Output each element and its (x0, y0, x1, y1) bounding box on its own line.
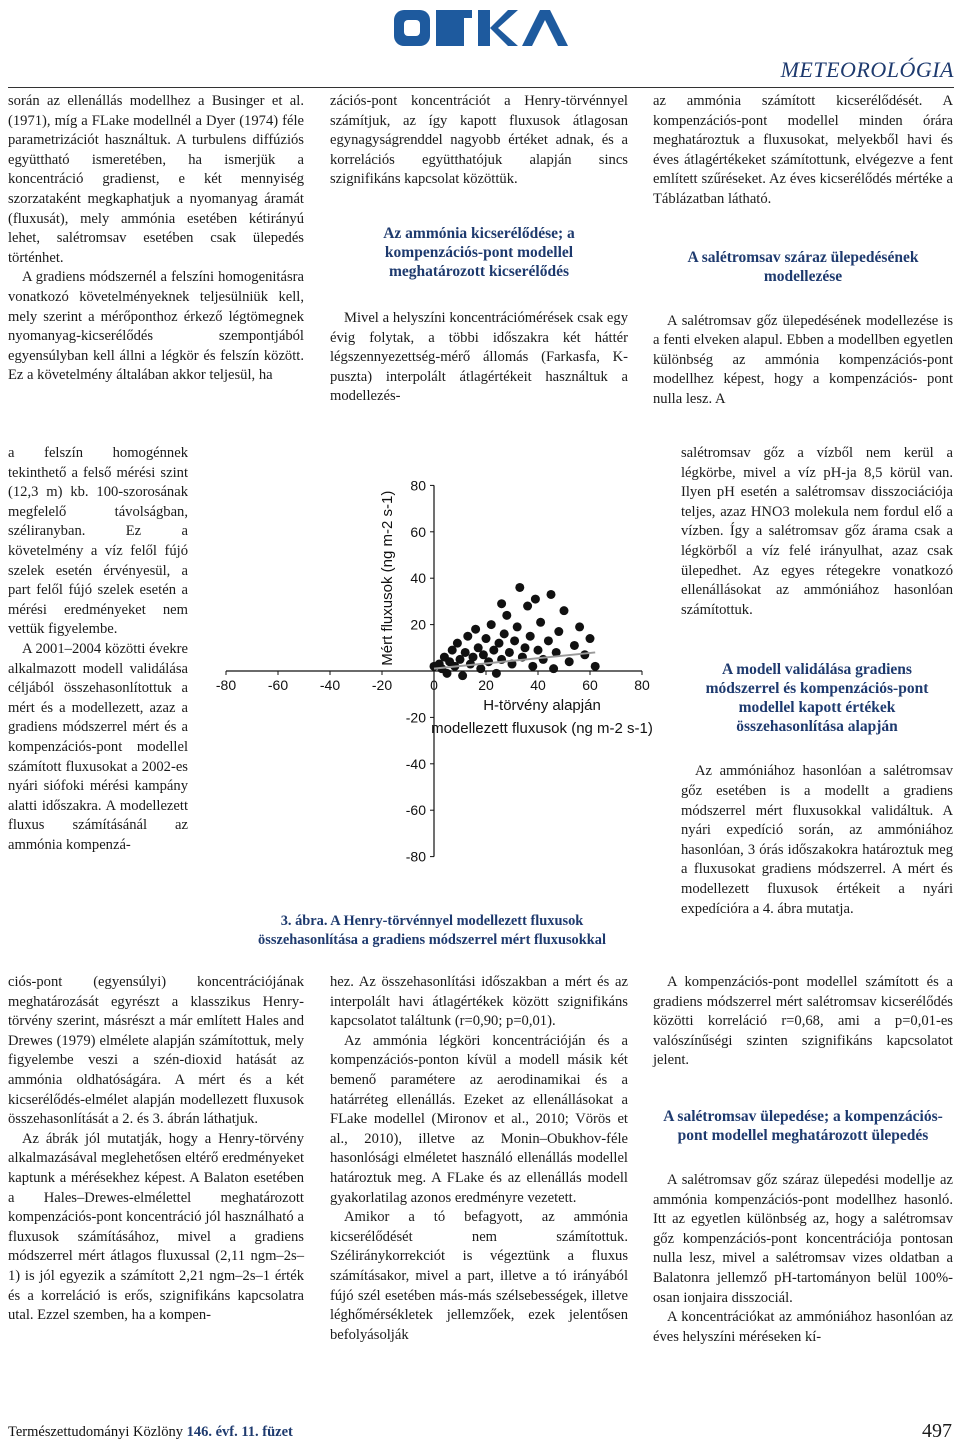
y-tick-label: -60 (405, 802, 426, 819)
data-point (497, 599, 506, 608)
paragraph: során az ellenállás modellhez a Businger et al. (1971), míg a FLake modellnél a Dyer (1974) féle parametrizációt használtuk. A turbulens diffúziós együttható ismeretében, ha ismerjük a koncentráció gradienst, e két mennyiség szorzataként megkaphatjuk a nyomanyag áramát (fluxusát), mely ammónia esetében kétirányú lehet, salétromsav esetében csak ülepedés történhet. (8, 93, 304, 266)
journal-name: Természettudományi Közlöny (8, 1424, 183, 1440)
column-1-narrow (8, 444, 188, 855)
paragraph: Az ammónia légköri koncentrációján és a kompenzációs-ponton kívül a modell másik két bemenő paramétere az aerodinamikai és a határréteg ellenállás. Ezeket az ellenállásokat a FLake modellel (Mironov et al., 2010; Vörös et al., 2010), illetve az Monin–Obukhov-féle hasonlósági elméletet használó ellenállás modellel határoztuk meg. A FLake és az ellenállás modell gyakorlatilag azonos eredményre vezetett. (330, 1032, 628, 1206)
data-point (575, 622, 584, 631)
data-point (539, 655, 548, 664)
data-point (565, 657, 574, 666)
data-point (502, 611, 511, 620)
data-point (547, 590, 556, 599)
x-tick-label: 80 (634, 677, 650, 693)
y-tick-label: 60 (410, 523, 426, 540)
data-point (484, 657, 493, 666)
caption-line-2: összehasonlítása a gradiens módszerrel mért fluxusokkal (258, 932, 606, 948)
x-axis-label-line1: H-törvény alapján (483, 697, 601, 714)
data-point (510, 636, 519, 645)
x-tick-label: 40 (530, 677, 546, 693)
paragraph: A 2001–2004 közötti évekre alkalmazott modell validálása céljából összehasonlítottuk a mért és a modellezett, azaz a gradiens módszerrel mért és a kompenzációs-pont modellel számított fluxusokat a 2002-es nyári siófoki mérési kampány alatti időszakra. A modellezett fluxus számításánál az ammónia kompenzá- (8, 640, 188, 853)
paragraph: a felszín homogénnek tekinthető a felső mérési szint (12,3 m) kb. 100-szorosának megfelelő távolságban, széliranyban. Ez a követelmény a víz felől fújó szelek esetén érvényesül, a part felől fújó szelek esetén a mérési eredményeket nem vettük figyelembe. (8, 445, 188, 638)
y-tick-label: -80 (405, 848, 426, 865)
y-tick-label: 20 (410, 616, 426, 633)
paragraph: zációs-pont koncentrációt a Henry-törvénnyel számítjuk, az így kapott fluxusok átlagosan egynagyságrenddel nagyobb értéket adnak, és a korrelációs együtthatójuk alapján sincs szignifikáns kapcsolat közöttük. (330, 93, 628, 188)
paragraph: salétromsav gőz a vízből nem kerül a légkörbe, mivel a víz pH-ja 8,5 körül van. Ilyen pH esetén a salétromsav disszociációja teljes, azaz HNO3 molekula nem fordul elő a vízben. Így a salétromsav gőz árama csak a légkörből a víz felé irányulhat, azaz csak ülepedhet. Az egyes rétegekre vonatkozó ellenállásokat az ammóniához hasonlóan számítottuk. (681, 445, 953, 618)
data-point (513, 622, 522, 631)
data-point (505, 648, 514, 657)
data-point (534, 646, 543, 655)
otka-logo (392, 4, 570, 52)
x-tick-label: -40 (319, 677, 341, 693)
column-3-narrow (681, 444, 953, 919)
y-tick-label: -20 (405, 709, 426, 726)
x-tick-label: 0 (430, 677, 438, 693)
data-point (591, 662, 600, 671)
data-point (554, 627, 563, 636)
y-tick-label: -40 (405, 755, 426, 772)
paragraph: Mivel a helyszíni koncentrációmérések csak egy évig folytak, a többi időszakra két háttér légszennyezettség-mérő állomás (Farkasfa, K-puszta) interpolált átlagértékeit használtuk a modellezés- (330, 309, 628, 405)
data-point (443, 669, 452, 678)
paragraph: A koncentrációkat az ammóniához hasonlóan az éves helyszíni méréseken kí- (653, 1309, 953, 1345)
data-point (495, 639, 504, 648)
x-tick-label: -80 (215, 677, 237, 693)
data-point (531, 595, 540, 604)
data-point (526, 632, 535, 641)
column-1-bottom (8, 973, 304, 1326)
data-point (523, 602, 532, 611)
x-tick-label: -20 (371, 677, 393, 693)
y-axis-label: Mért fluxusok (ng m-2 s-1) (379, 490, 396, 666)
data-point (536, 618, 545, 627)
x-tick-label: -60 (267, 677, 289, 693)
paragraph: az ammónia számított kicserélődését. A kompenzációs-pont modellel minden órára meghatároztuk a fluxusokat, melyekből havi és éves átlagértékeket számítottunk, elvégezve a fent említett szűréseket. Az éves kicserélődés mértéke a Táblázatban látható. (653, 93, 953, 207)
data-point (570, 641, 579, 650)
x-tick-label: 20 (478, 677, 494, 693)
data-point (515, 583, 524, 592)
paragraph: A salétromsav gőz száraz ülepedési modellje az ammónia kompenzációs-pont modellhez hasonló. Itt az egyetlen különbség az, hogy a salétromsav gőz kompenzációs-pont koncentrációja pontosan nulla lesz, mivel a salétromsav vizes oldatban a Balatonra jellemző pH-tartományon belül 100%-osan ionjaira disszociál. (653, 1171, 953, 1306)
data-point (476, 664, 485, 673)
header-rule (8, 87, 954, 88)
column-2-bottom (330, 973, 628, 1345)
scatter-chart (206, 464, 664, 888)
paragraph: hez. Az összehasonlítási időszakban a mért és az interpolált havi átlagértékek között szignifikáns kapcsolatot találtunk (r=0,90; p=0,01). (330, 974, 628, 1030)
paragraph: A kompenzációs-pont modellel számított és a gradiens módszerrel mért salétromsav kicserélődés közötti korreláció r=0,68, ami a p=0,01-es valószínűségi szinten szignifikáns kapcsolatot jelent. (653, 974, 953, 1069)
data-point (586, 634, 595, 643)
data-point (549, 664, 558, 673)
caption-line-1: 3. ábra. A Henry-törvénnyel modellezett fluxusok (280, 913, 584, 929)
footer (8, 1424, 293, 1441)
data-point (487, 620, 496, 629)
paragraph: A salétromsav gőz ülepedésének modellezése is a fenti elveken alapul. Ebben a modellben egyetlen különbség az ammónia kompenzációs-pont modellhez képest, hogy a kompenzációs- pont nulla lesz. A (653, 312, 953, 407)
paragraph: A gradiens módszernél a felszíni homogenitásra vonatkozó követelményeknek teljesülniük kell, mely szerint a mérőponthoz érkező légtömegnek nyomanyag-kicserélődés szempontjából egyensúlyban kell állni a légkör és felszín között. Ez a követelmény általában akkor teljesül, ha (8, 269, 304, 384)
data-point (482, 634, 491, 643)
column-1 (8, 92, 304, 386)
data-point (528, 662, 537, 671)
data-point (458, 671, 467, 680)
issue-info: 146. évf. 11. füzet (186, 1424, 293, 1440)
y-tick-label: 40 (410, 570, 426, 587)
data-point (500, 629, 509, 638)
column-3-bottom (653, 973, 953, 1347)
column-3 (653, 92, 953, 410)
data-point (469, 653, 478, 662)
paragraph: ciós-pont (egyensúlyi) koncentrációjának meghatározását egyrészt a klasszikus Henry-törvény szerint, másrészt a már említett Hales and Drewes (1979) elmélete alapján számítottuk, mely figyelembe veszi a szén-dioxid hatását az ammónia oldhatóságára. A mért és a két kicserélődés-elmélet alapján modellezett fluxusok összehasonlítását a 2. és 3. ábrán láthatjuk. (8, 974, 304, 1128)
data-point (453, 639, 462, 648)
page-number: 497 (922, 1420, 952, 1442)
section-heading: A modell validálása gradiens módszerrel és kompenzációs-pont modellel kapott értékek összehasonlítása alapján (705, 661, 929, 736)
data-point (560, 606, 569, 615)
section-heading: A salétromsav ülepedése; a kompenzációs-pont modellel meghatározott ülepedés (663, 1107, 943, 1144)
data-point (544, 636, 553, 645)
data-point (463, 632, 472, 641)
figure-caption (216, 912, 648, 950)
x-tick-label: 60 (582, 677, 598, 693)
data-point (461, 648, 470, 657)
paragraph: Az ammóniához hasonlóan a salétromsav gőz esetében is a modellt a gradiens módszerrel mért fluxusokkal validáltuk. A nyári expedíció során, az ammóniához hasonlóan, 3 órás időszakokra határoztuk meg a fluxusokat gradiens módszerrel. A mért és modellezett fluxusok értékeit a nyári expedícióra a 4. ábra mutatja. (681, 763, 953, 917)
paragraph: Az ábrák jól mutatják, hogy a Henry-törvény alkalmazásával meglehetősen eltérő eredményeket kaptunk a mérésekhez képest. A Balaton esetében a Hales–Drewes-elmélettel meghatározott kompenzációs-pont koncentráció jól használható a fluxusok számításához, mivel a gradiens módszerrel mért átlagos fluxussal (2,11 ngm–2s–1) is jól egyezik a számított 2,21 ngm–2s–1 érték és a korreláció is erős, szignifikáns kapcsolatra utal. Ezzel szemben, ha a kompen- (8, 1130, 304, 1324)
data-point (492, 669, 501, 678)
data-point (471, 625, 480, 634)
x-axis-label-line2: modellezett fluxusok (ng m-2 s-1) (431, 720, 653, 737)
paragraph: Amikor a tó befagyott, az ammónia kicserélődését nem számítottuk. Széliránykorrekciót is végeztünk a fluxus számításakor, mivel a part, illetve a tó irányából fújó szél esetében más-más szélsebességek, illetve léghőmérsékletek jellemzőek, ezek jelentősen befolyásolják (330, 1209, 628, 1343)
section-heading: Az ammónia kicserélődése; a kompenzációs-pont modellel meghatározott kicserélődés (383, 224, 575, 280)
data-point (521, 643, 530, 652)
section-heading: A salétromsav száraz ülepedésének modellezése (687, 248, 919, 285)
section-title: METEOROLÓGIA (780, 57, 954, 82)
y-tick-label: 80 (410, 477, 426, 494)
column-2 (330, 92, 628, 407)
